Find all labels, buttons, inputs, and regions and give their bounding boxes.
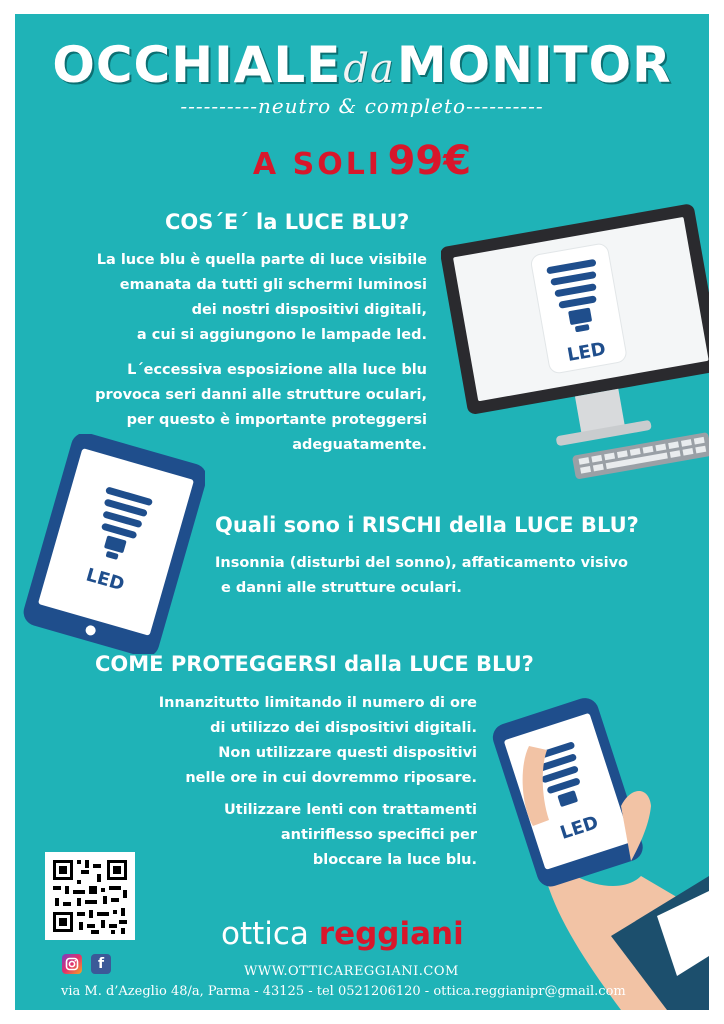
section3-para1 <box>159 691 477 791</box>
section3-para1-line: Non utilizzare questi dispositivi <box>218 745 477 761</box>
section1-para2-line: per questo è importante proteggersi <box>126 412 427 428</box>
poster <box>15 14 709 1010</box>
section1-para2-line: provoca seri danni alle strutture oculari, <box>95 387 427 403</box>
section1-para2-line: adeguatamente. <box>292 437 427 453</box>
monitor-led-label: LED <box>565 338 608 366</box>
phone-hand-illustration <box>471 686 709 1010</box>
section3-para2-line: antiriflesso specifici per <box>280 827 477 843</box>
section1-para2-line: L´eccessiva esposizione alla luce blu <box>127 362 427 378</box>
section1-heading: COS´E´ la LUCE BLU? <box>165 210 410 234</box>
section3-para1-line: Innanzitutto limitando il numero di ore <box>158 695 477 711</box>
poster-subtitle: ----------neutro & completo---------- <box>180 94 544 118</box>
section2-line: e danni alle strutture oculari. <box>221 580 462 596</box>
section3-para2-line: bloccare la luce blu. <box>312 852 477 868</box>
poster-title <box>15 36 709 94</box>
brand-logo <box>221 916 464 952</box>
brand-bold: reggiani <box>318 916 464 952</box>
phone-led-label: LED <box>557 811 602 844</box>
title-da: da <box>343 46 395 92</box>
price-value: 99€ <box>387 138 472 184</box>
section1-para1-line: emanata da tutti gli schermi luminosi <box>119 277 427 293</box>
section1-para1-line: dei nostri dispositivi digitali, <box>191 302 427 318</box>
section2-text <box>215 551 628 601</box>
section2-line: Insonnia (disturbi del sonno), affaticamento visivo <box>215 555 629 571</box>
facebook-icon[interactable]: f <box>91 954 111 974</box>
title-monitor: MONITOR <box>396 36 672 94</box>
price-prefix: A SOLI <box>252 147 382 182</box>
brand-light: ottica <box>221 916 309 952</box>
section1-para1-line: a cui si aggiungono le lampade led. <box>136 327 427 343</box>
section3-para2 <box>224 798 477 873</box>
instagram-icon[interactable] <box>62 954 82 974</box>
qr-code[interactable] <box>45 852 135 940</box>
phone-screen <box>504 713 632 870</box>
section3-para2-line: Utilizzare lenti con trattamenti <box>224 802 477 818</box>
section3-para1-line: nelle ore in cui dovremmo riposare. <box>185 770 477 786</box>
contact-address: via M. d’Azeglio 48/a, Parma - 43125 - tel 0521206120 - ottica.reggianipr@gmail.com <box>61 984 626 999</box>
social-icons <box>62 954 111 974</box>
section3-heading: COME PROTEGGERSI dalla LUCE BLU? <box>95 652 534 676</box>
title-occhiale: OCCHIALE <box>52 36 342 94</box>
tablet-led-label: LED <box>83 564 127 596</box>
price-line <box>15 138 709 184</box>
section2-heading: Quali sono i RISCHI della LUCE BLU? <box>215 513 639 537</box>
section1-para1 <box>97 248 427 348</box>
section3-para1-line: di utilizzo dei dispositivi digitali. <box>210 720 477 736</box>
monitor-illustration <box>441 194 709 484</box>
website-link[interactable]: WWW.OTTICAREGGIANI.COM <box>244 964 459 979</box>
tablet-illustration <box>15 434 205 654</box>
section1-para1-line: La luce blu è quella parte di luce visibile <box>96 252 427 268</box>
